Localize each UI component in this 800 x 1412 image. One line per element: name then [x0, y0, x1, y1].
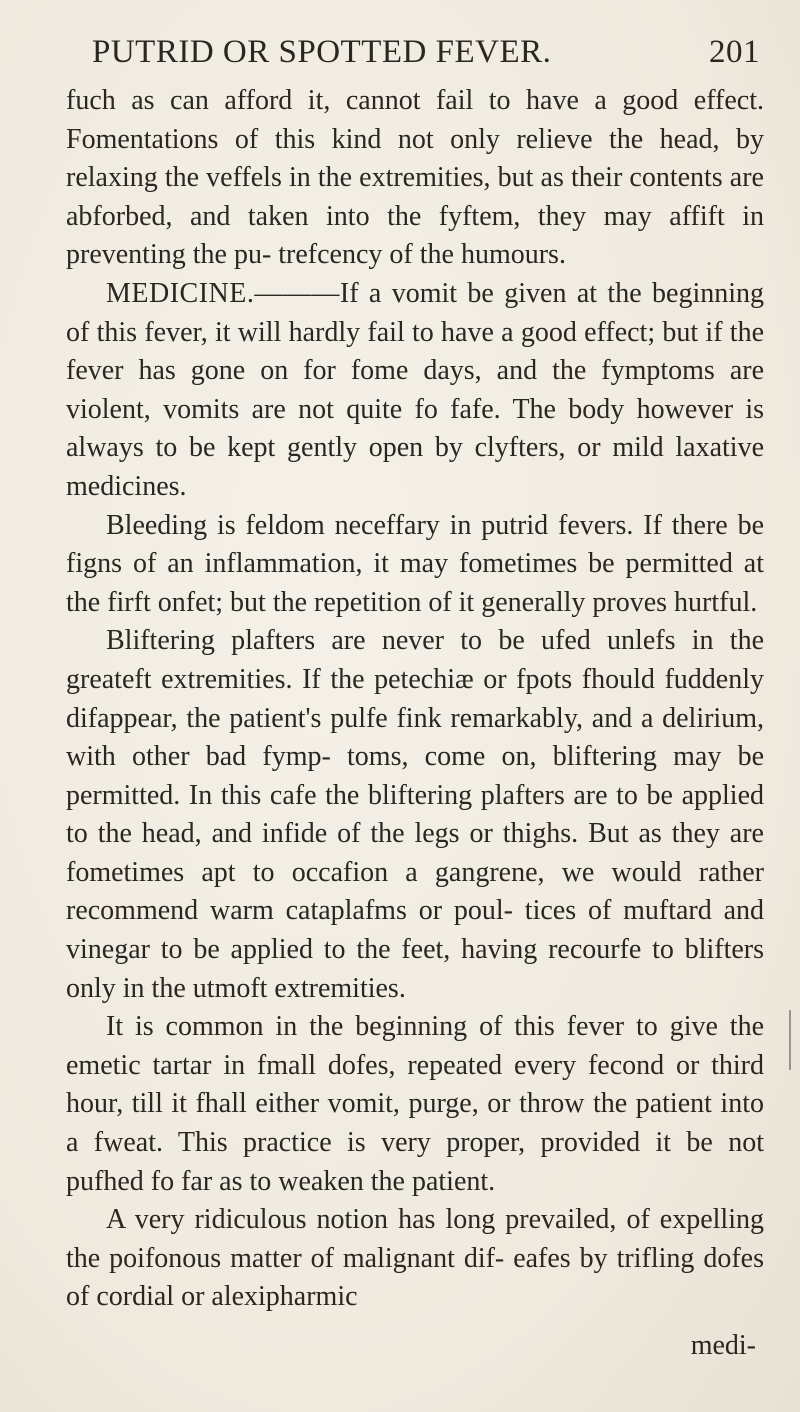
paragraph-text: It is common in the beginning of this fever to give the emetic tartar in fmall dofes, repeated every fecond or third hour, till it fhall either vomit, purge, or throw the patient into a fweat. This practice is very proper, provided it be not pufhed fo far as to weaken the patient.	[66, 1011, 764, 1197]
paragraph-text: Bleeding is feldom neceffary in putrid fevers. If there be figns of an inflammation, it may fometimes be permitted at the firft onfet; but the repetition of it generally proves hurtful.	[66, 509, 764, 618]
paragraph-text: A very ridiculous notion has long prevailed, of expelling the poifonous matter of malignant dif- eafes by trifling dofes of cordial or alexipharmic	[66, 1204, 764, 1313]
paragraph-1	[66, 82, 764, 275]
paragraph-3	[66, 507, 764, 623]
paragraph-text: fuch as can afford it, cannot fail to have a good effect. Fomentations of this kind not only relieve the head, by relaxing the veffels in the extremities, but as their contents are abforbed, and taken into the fyftem, they may affift in preventing the pu- trefcency of the humours.	[66, 85, 764, 271]
page-header	[92, 34, 760, 78]
margin-mark	[789, 1010, 791, 1070]
catchword: medi-	[690, 1330, 756, 1361]
running-head: PUTRID OR SPOTTED FEVER.	[92, 34, 552, 70]
paragraph-6	[66, 1201, 764, 1317]
body-text	[66, 82, 764, 1317]
paragraph-2	[66, 275, 764, 507]
section-lead: MEDICINE.———	[106, 277, 340, 309]
paragraph-4	[66, 622, 764, 1008]
paragraph-5	[66, 1008, 764, 1201]
page-number: 201	[709, 34, 760, 70]
paragraph-text: If a vomit be given at the beginning of this fever, it will hardly fail to have a good effect; but if the fever has gone on for fome days, and the fymptoms are violent, vomits are not quite fo fafe. The body however is always to be kept gently open by clyfters, or mild laxative medicines.	[66, 277, 764, 502]
paragraph-text: Bliftering plafters are never to be ufed unlefs in the greateft extremities. If the petechiæ or fpots fhould fuddenly difappear, the patient's pulfe fink remarkably, and a delirium, with other bad fymp- toms, come on, bliftering may be permitted. In this cafe the bliftering plafters are to be applied to the head, and infide of the legs or thighs. But as they are fometimes apt to occafion a gangrene, we would rather recommend warm cataplafms or poul- tices of muftard and vinegar to be applied to the feet, having recourfe to blifters only in the utmoft extremities.	[66, 625, 764, 1004]
